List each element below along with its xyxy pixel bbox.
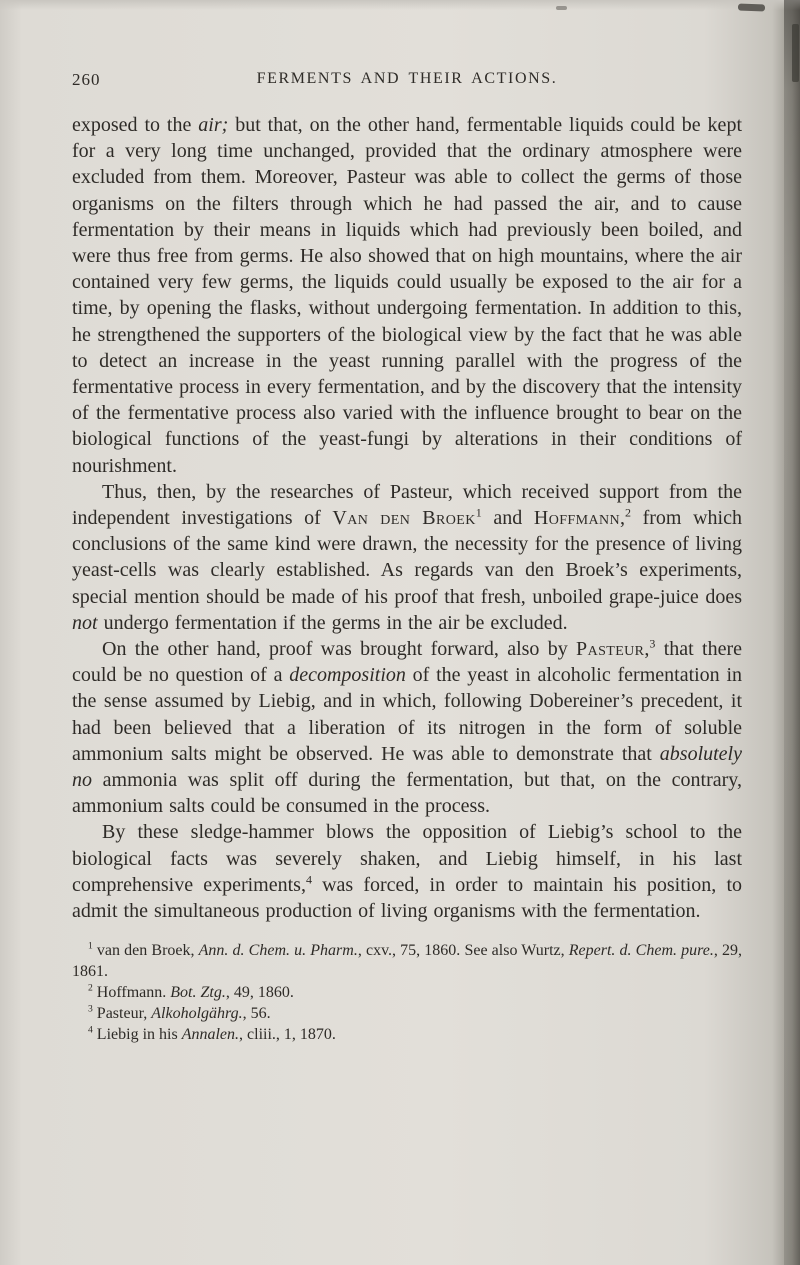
footnote: $^2$ Hoffmann. Bot. Ztg., 49, 1860.: [88, 982, 294, 1002]
footnote: $^3$ Pasteur, Alkoholgährg., 56.: [88, 1003, 271, 1023]
footnote-marker: 3: [88, 1003, 93, 1015]
footnote-marker: 3: [649, 636, 656, 651]
paragraph: By these sledge-hammer blows the opposition of Liebig’s school to the biological facts was severely shaken, and Liebig himself, in his last comprehensive experiments,$^4$ was forced, in order to maintain his position, to admit the simultaneous production of living organisms with the fermentation.: [72, 821, 742, 923]
footnotes: [72, 940, 742, 1045]
paragraph: On the other hand, proof was brought forward, also by Pasteur,$^3$ that there could be no question of a decomposition of the yeast in alcoholic fermentation in the sense assumed by Liebig, and in which, following Dobereiner’s precedent, it had been believed that a liberation of its nitrogen in the form of soluble ammonium salts might be observed. He was able to demonstrate that absolutely no ammonia was split off during the fermentation, but that, on the contrary, ammonium salts could be consumed in the process.: [72, 636, 743, 818]
footnote-marker: 4: [305, 872, 312, 887]
footnote-marker: 2: [624, 505, 631, 520]
footnote: $^4$ Liebig in his Annalen., cliii., 1, 1870.: [88, 1024, 336, 1044]
scan-artifact: [792, 24, 799, 82]
paragraph: exposed to the air; but that, on the other hand, fermentable liquids could be kept for a very long time unchanged, provided that the ordinary atmosphere were excluded from them. Moreover, Pasteur was able to collect the germs of those organisms on the filters through which he had passed the air, and to cause fermentation by their means in liquids which had previously been boiled, and were thus free from germs. He also showed that on high mountains, where the air contained very few germs, the liquids could usually be exposed to the air for a time, by opening the flasks, without undergoing fermentation. In addition to this, he strengthened the supporters of the biological view by the fact that he was able to detect an increase in the yeast running parallel with the progress of the fermentative process in every fermentation, and by the discovery that the intensity of the fermentative process also varied with the influence brought to bear on the biological functions of the yeast-fungi by alterations in their conditions of nourishment.: [72, 114, 742, 477]
page-number: 260: [72, 70, 101, 89]
scan-artifact: [738, 4, 765, 12]
body-paragraphs: [72, 112, 742, 924]
footnote-marker: 1: [88, 940, 93, 952]
footnote-marker: 4: [88, 1024, 93, 1036]
footnote-marker: 1: [475, 505, 482, 520]
paragraph: Thus, then, by the researches of Pasteur, which received support from the independent investigations of Van den Broek$^1$ and Hoffmann,$^2$ from which conclusions of the same kind were drawn, the necessity for the presence of living yeast-cells was clearly established. As regards van den Broek’s experiments, special mention should be made of his proof that fresh, unboiled grape-juice does not undergo fermentation if the germs in the air be excluded.: [72, 480, 742, 634]
page-edge-shadow: [784, 0, 800, 1265]
running-head: [72, 70, 742, 94]
running-header-title: FERMENTS AND THEIR ACTIONS.: [256, 70, 558, 87]
footnote: $^1$ van den Broek, Ann. d. Chem. u. Pharm., cxv., 75, 1860. See also Wurtz, Repert. d. Chem. pure., 29, 1861.: [72, 940, 743, 981]
footnote-marker: 2: [88, 982, 93, 994]
scan-artifact: [556, 6, 567, 10]
